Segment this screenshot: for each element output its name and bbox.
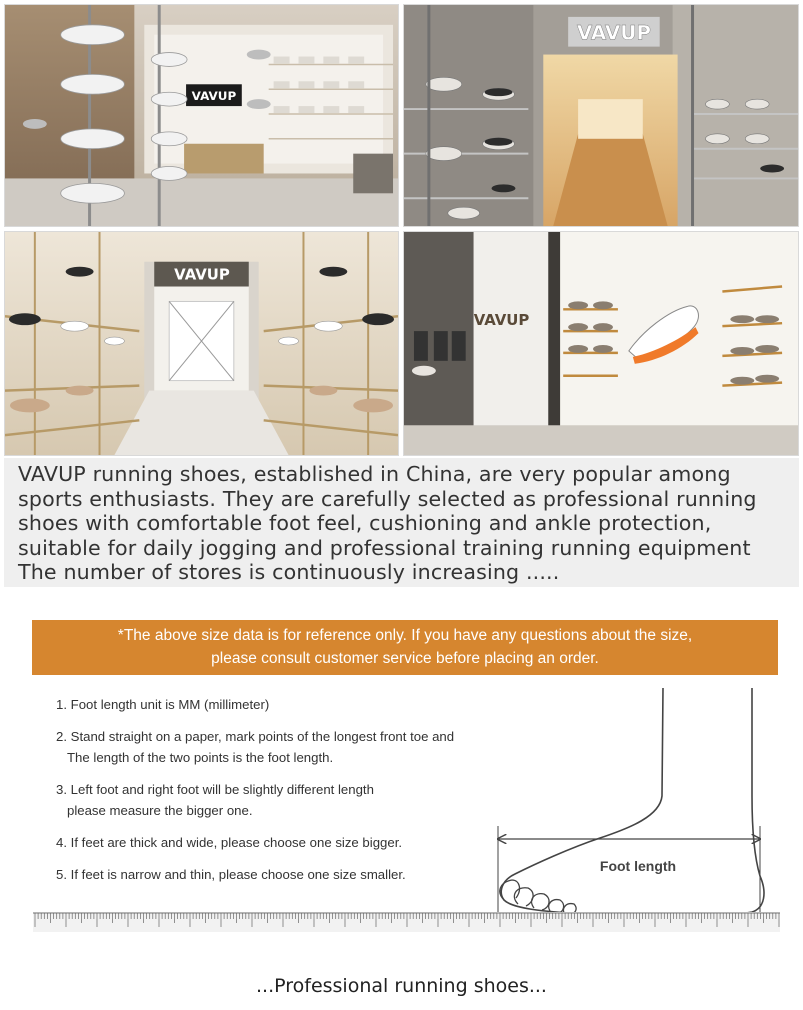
store-sign-3: VAVUP	[174, 265, 230, 284]
measure-rule-text: please measure the bigger one.	[67, 803, 253, 818]
size-notice-banner	[32, 620, 778, 675]
foot-measure-diagram	[490, 686, 780, 918]
store-photo-interior-2	[4, 231, 399, 456]
description-line: VAVUP running shoes, established in China, are very popular among	[18, 462, 731, 486]
measure-rule-text: The length of the two points is the foot length.	[67, 750, 334, 765]
description-line: sports enthusiasts. They are carefully selected as professional running	[18, 486, 757, 511]
brand-description	[4, 458, 799, 587]
store-sign-2: VAVUP	[576, 21, 652, 45]
size-notice-line: please consult customer service before placing an order.	[211, 650, 599, 667]
measure-rule	[56, 864, 406, 885]
measure-rule	[56, 779, 374, 821]
description-line: The number of stores is continuously increasing .....	[18, 560, 560, 584]
measuring-ruler	[33, 912, 780, 932]
store-photo-grid	[4, 4, 799, 456]
measure-rule-text: 5. If feet is narrow and thin, please choose one size smaller.	[56, 867, 406, 882]
measure-rule	[56, 832, 402, 853]
tagline: ...Professional running shoes...	[256, 975, 547, 997]
measure-rule-text: 1. Foot length unit is MM (millimeter)	[56, 697, 270, 712]
description-line: shoes with comfortable foot feel, cushioning and ankle protection,	[18, 511, 712, 535]
measure-rule	[56, 694, 269, 715]
store-photo-entrance-2	[403, 231, 799, 456]
measure-rule	[56, 726, 454, 768]
foot-length-label: Foot length	[599, 858, 677, 874]
measure-rule-text: 4. If feet are thick and wide, please choose one size bigger.	[56, 835, 403, 850]
measure-rule-text: 2. Stand straight on a paper, mark points of the longest front toe and	[56, 729, 455, 744]
store-photo-interior-1	[4, 4, 399, 227]
measure-rule-text: 3. Left foot and right foot will be slightly different length	[56, 782, 374, 797]
description-line: suitable for daily jogging and professional training running equipment	[18, 535, 751, 560]
size-notice-line: *The above size data is for reference only. If you have any questions about the size,	[117, 627, 693, 644]
store-photo-entrance-1	[403, 4, 799, 227]
store-sign-1: VAVUP	[191, 89, 237, 104]
store-sign-4: VAVUP	[473, 311, 530, 330]
